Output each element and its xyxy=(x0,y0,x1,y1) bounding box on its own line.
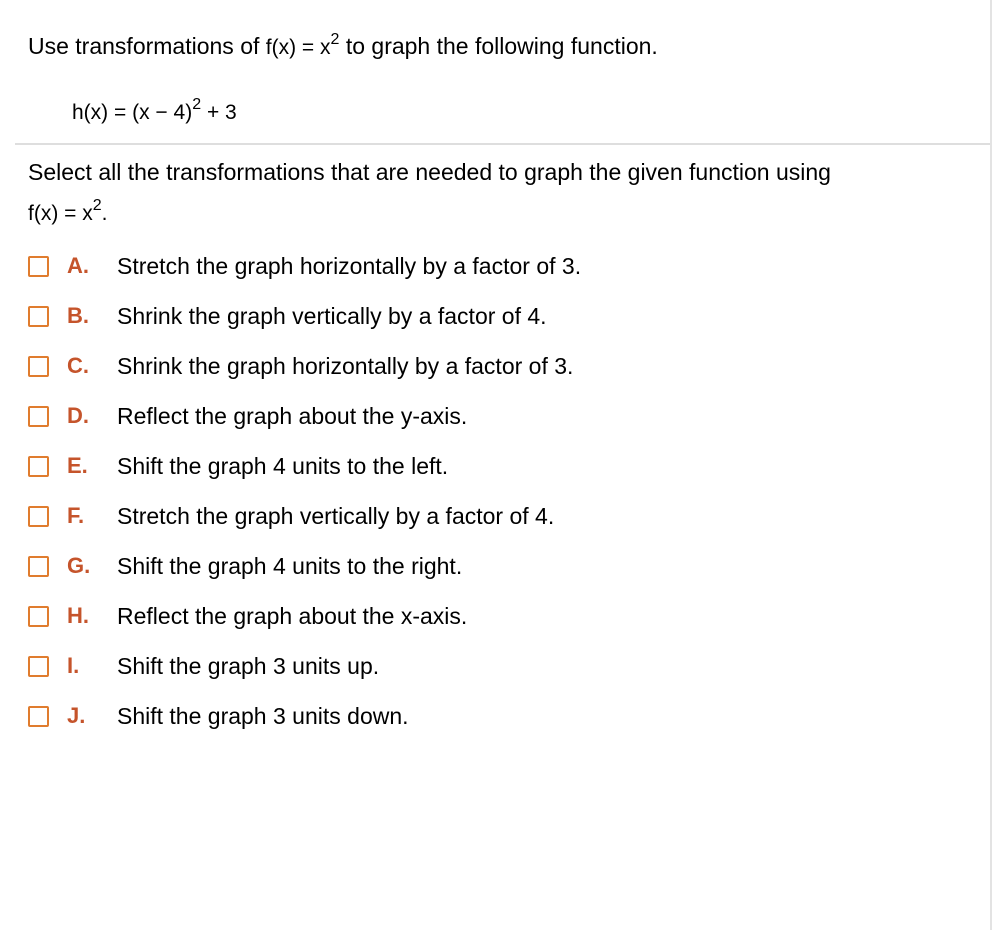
choice-letter: G. xyxy=(67,553,91,578)
choice-a[interactable] xyxy=(28,246,928,286)
intro-suffix: to graph the following function. xyxy=(345,33,658,59)
checkbox-icon[interactable] xyxy=(28,456,49,477)
choice-text: Reflect the graph about the x-axis. xyxy=(117,603,468,629)
choice-text: Reflect the graph about the y-axis. xyxy=(117,403,468,429)
checkbox-icon[interactable] xyxy=(28,556,49,577)
choice-text: Shift the graph 3 units down. xyxy=(117,703,409,729)
choice-letter: J. xyxy=(67,703,86,728)
intro-function xyxy=(265,31,340,59)
choice-e[interactable] xyxy=(28,446,928,486)
choice-text: Shift the graph 4 units to the right. xyxy=(117,553,463,579)
choice-text: Shift the graph 3 units up. xyxy=(117,653,380,679)
choice-text: Shrink the graph vertically by a factor of 4. xyxy=(117,303,547,329)
checkbox-icon[interactable] xyxy=(28,606,49,627)
instruction-function-exponent: 2 xyxy=(92,197,102,214)
choice-letter: C. xyxy=(67,353,89,378)
choice-f[interactable] xyxy=(28,496,928,536)
instruction xyxy=(28,154,968,232)
intro-prefix: Use transformations of xyxy=(28,33,260,59)
choice-letter: E. xyxy=(67,453,88,478)
choice-text: Stretch the graph horizontally by a factor of 3. xyxy=(117,253,582,279)
checkbox-icon[interactable] xyxy=(28,506,49,527)
equation-exponent: 2 xyxy=(192,96,202,113)
instruction-line-2 xyxy=(28,190,968,232)
choice-letter: F. xyxy=(67,503,85,528)
choice-letter: D. xyxy=(67,403,89,428)
choice-c[interactable] xyxy=(28,346,928,386)
equation-main: h(x) = (x − 4) xyxy=(72,101,193,124)
choice-letter: H. xyxy=(67,603,89,628)
panel-right-border xyxy=(990,0,992,930)
choice-text: Shift the graph 4 units to the left. xyxy=(117,453,449,479)
checkbox-icon[interactable] xyxy=(28,706,49,727)
intro-function-exponent: 2 xyxy=(330,31,340,48)
checkbox-icon[interactable] xyxy=(28,256,49,277)
checkbox-icon[interactable] xyxy=(28,406,49,427)
choice-g[interactable] xyxy=(28,546,928,586)
question-intro xyxy=(28,22,658,68)
instruction-line-1: Select all the transformations that are needed to graph the given function using xyxy=(28,159,831,185)
choice-h[interactable] xyxy=(28,596,928,636)
choice-text: Stretch the graph vertically by a factor of 4. xyxy=(117,503,555,529)
choice-i[interactable] xyxy=(28,646,928,686)
instruction-function-base: f(x) = x xyxy=(28,202,93,225)
choice-b[interactable] xyxy=(28,296,928,336)
choice-letter: A. xyxy=(67,253,89,278)
section-divider xyxy=(15,143,990,145)
instruction-period: . xyxy=(101,202,108,225)
target-function xyxy=(72,90,237,130)
choice-j[interactable] xyxy=(28,696,928,736)
choice-letter: B. xyxy=(67,303,89,328)
choice-d[interactable] xyxy=(28,396,928,436)
equation-tail: + 3 xyxy=(206,101,237,124)
checkbox-icon[interactable] xyxy=(28,356,49,377)
choice-text: Shrink the graph horizontally by a factor of 3. xyxy=(117,353,574,379)
checkbox-icon[interactable] xyxy=(28,656,49,677)
choice-letter: I. xyxy=(67,653,80,678)
intro-function-base: f(x) = x xyxy=(265,36,331,59)
checkbox-icon[interactable] xyxy=(28,306,49,327)
